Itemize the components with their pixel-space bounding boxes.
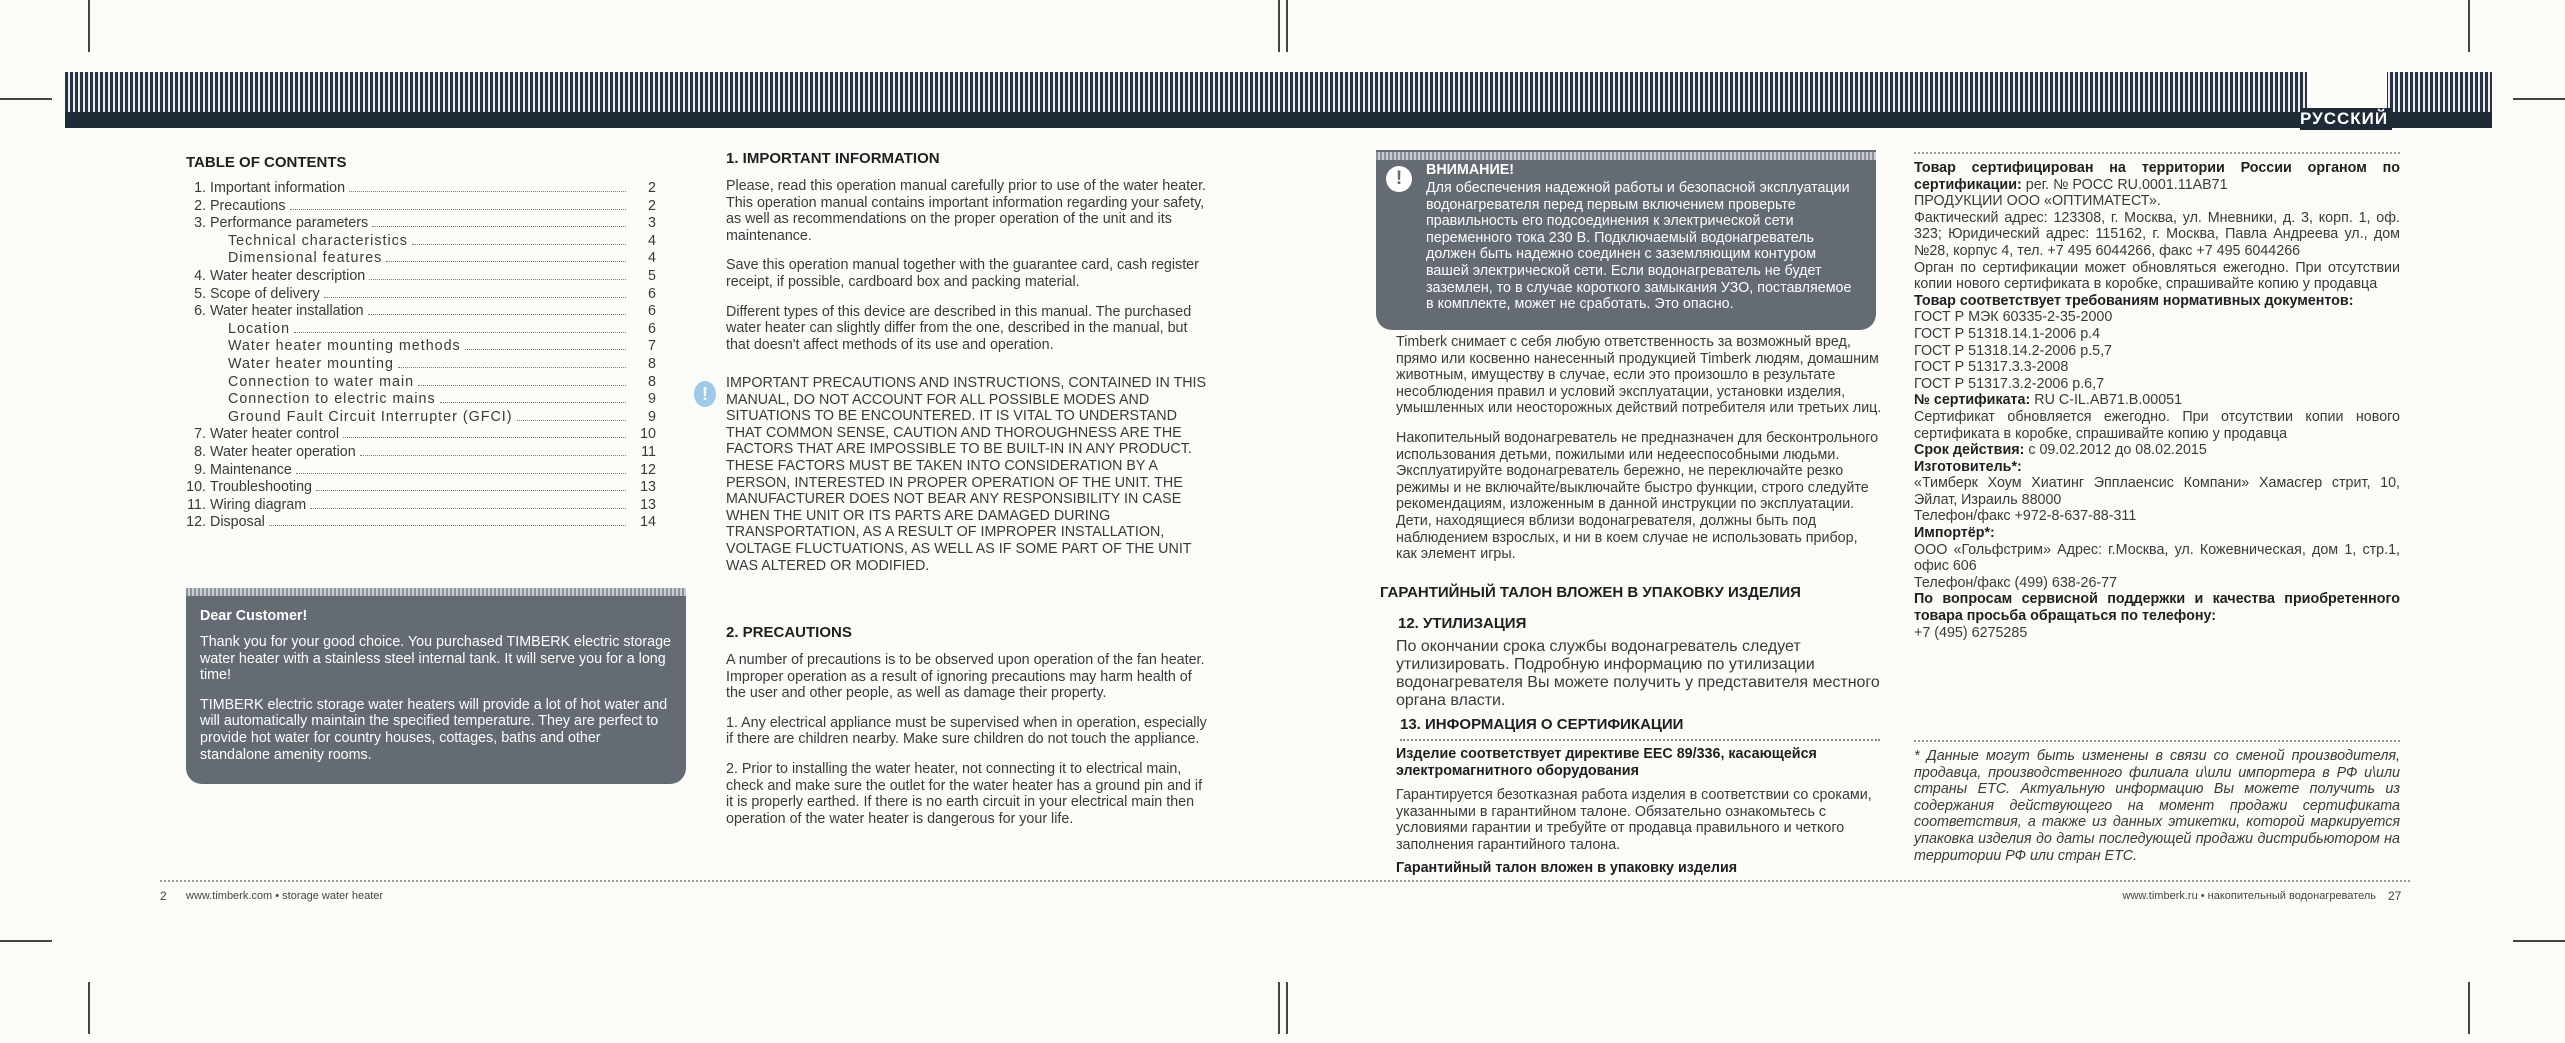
attention-text: Для обеспечения надежной работы и безопасной эксплуатации водонагревателя перед первым включением проверьте правильность его подсоединения к электрической сети переменного тока 230 В. Подключаемый водонагреватель должен быть надежно соединен с заземляющим контуром вашей электрической сети. Если водонагреватель не будет заземлен, то в случае короткого замыкания УЗО, поставляемое в комплекте, может не сработать. Это опасно. — [1426, 180, 1852, 313]
footnote: * Данные могут быть изменены в связи со сменой производителя, продавца, производственного филиала и\или импортера в РФ и\или страны ETC. Актуальную информацию Вы можете получить из содержания действующего на момент продажи сертификата соответствия, а также из данных этикетки, которой маркируется упаковка изделия до даты последующей продажи дистрибьютором на территории РФ или стран ETC. — [1914, 748, 2400, 864]
cert-value: RU C-IL.AB71.B.00051 — [2030, 392, 2183, 409]
toc-item-page: 2 — [648, 197, 656, 214]
toc-item-label: Disposal — [210, 514, 265, 531]
toc-item-page: 14 — [640, 514, 656, 531]
toc-item-label: Important information — [210, 180, 346, 196]
box-stripe — [1376, 152, 1876, 160]
toc-item — [186, 198, 656, 216]
crop-mark — [2513, 940, 2565, 942]
toc-item-label: Connection to electric mains — [228, 391, 436, 408]
toc-item — [186, 268, 656, 286]
crop-mark — [88, 982, 90, 1034]
page-number: 27 — [2388, 889, 2402, 903]
important-information-section — [726, 150, 1208, 366]
toc-item-number: 8. — [194, 443, 206, 460]
toc-item-label: Water heater mounting methods — [228, 338, 461, 355]
toc-item-number: 7. — [194, 426, 206, 443]
certification-info — [1914, 160, 2400, 641]
toc-leader-dots — [465, 349, 626, 350]
toc-item — [186, 409, 656, 427]
toc-leader-dots — [316, 490, 626, 491]
cert-line: ПРОДУКЦИИ ООО «ОПТИМАТЕСТ». — [1914, 193, 2161, 210]
toc-item-label: Water heater operation — [210, 443, 356, 460]
toc-leader-dots — [290, 209, 627, 210]
toc-item — [186, 356, 656, 374]
cert-label: Товар соответствует требованиям нормативных документов: — [1914, 292, 2354, 309]
crop-mark — [1286, 0, 1288, 52]
cert-directive: Изделие соответствует директиве ЕЕС 89/336, касающейся электромагнитного оборудования — [1396, 746, 1817, 779]
cert-line: Орган по сертификации может обновляться ежегодно. При отсутствии копии нового сертификата в коробке, спрашивайте копию у продавца — [1914, 259, 2400, 293]
certification-section — [1396, 746, 1882, 876]
toc-item — [186, 426, 656, 444]
footer-divider — [160, 880, 2410, 882]
toc-item-page: 13 — [640, 479, 656, 496]
toc-leader-dots — [343, 437, 626, 438]
toc-leader-dots — [269, 525, 626, 526]
section-heading: 1. IMPORTANT INFORMATION — [726, 150, 940, 167]
toc-item — [186, 374, 656, 392]
toc-item-label: Water heater description — [210, 267, 366, 284]
toc-leader-dots — [296, 473, 626, 474]
toc-item-number: 10. — [186, 479, 206, 496]
paragraph: Please, read this operation manual carefully prior to use of the water heater. This operation manual contains important information regarding your safety, as well as recommendations on the proper operation of the unit and its maintenance. — [726, 178, 1207, 244]
header-band-gap — [2307, 72, 2387, 112]
standard-line: ГОСТ Р 51318.14.2-2006 р.5,7 — [1914, 342, 2113, 359]
cert-label: № сертификата: — [1914, 392, 2031, 409]
toc-item-page: 13 — [640, 496, 656, 513]
toc-leader-dots — [324, 297, 626, 298]
attention-title: ВНИМАНИЕ! — [1426, 162, 1515, 178]
toc-item-page: 4 — [648, 250, 656, 267]
toc-item-label: Connection to water main — [228, 373, 415, 390]
divider — [1914, 740, 2400, 742]
toc-leader-dots — [310, 508, 626, 509]
cert-line: Телефон/факс (499) 638-26-77 — [1914, 574, 2118, 591]
toc-item — [186, 391, 656, 409]
divider — [1914, 152, 2400, 154]
cert-heading-block — [1400, 716, 1880, 741]
standard-line: ГОСТ Р 51317.3.3-2008 — [1914, 359, 2069, 376]
toc-item — [186, 303, 656, 321]
toc-item-number: 4. — [194, 267, 206, 284]
toc-item-page: 6 — [648, 303, 656, 320]
paragraph: 2. Prior to installing the water heater, not connecting it to electrical main, check and make sure the outlet for the water heater has a ground pin and if it is properly earthed. If there is no earth circuit in your electrical main then operation of the water heater is dangerous for your life. — [726, 760, 1203, 827]
cert-label: По вопросам сервисной поддержки и качества приобретенного товара просьба обращаться по телефону: — [1914, 591, 2400, 625]
toc-item-page: 7 — [648, 338, 656, 355]
guarantee-note: Гарантийный талон вложен в упаковку изделия — [1396, 859, 1738, 876]
header-band-base — [65, 112, 2492, 128]
toc-leader-dots — [398, 367, 626, 368]
toc-item-number: 9. — [194, 461, 206, 478]
cert-value: рег. № РОСС RU.0001.11АВ71 — [2021, 176, 2228, 193]
toc-item — [186, 286, 656, 304]
cert-label: Импортёр*: — [1914, 525, 1995, 542]
box-stripe — [186, 588, 686, 596]
paragraph: Накопительный водонагреватель не предназначен для бесконтрольного использования детьми, пожилыми или недееспособными людьми. Эксплуатируйте водонагреватель бережно, не переключайте резко режимы и не включайте/выключайте быстро функции, строго следуйте рекомендациям, изложенным в данной инструкции по эксплуатации. Дети, находящиеся вблизи водонагревателя, должны быть под наблюдением взрослых, и ни в коем случае не использовать прибор, как элемент игры. — [1396, 429, 1879, 563]
cert-line: ООО «Гольфстрим» Адрес: г.Москва, ул. Кожевническая, дом 1, стр.1, офис 606 — [1914, 541, 2400, 575]
crop-mark — [1286, 982, 1288, 1034]
toc-leader-dots — [372, 226, 626, 227]
cert-line: Телефон/факс +972-8-637-88-311 — [1914, 508, 2137, 525]
paragraph: Different types of this device are described in this manual. The purchased water heater can slightly differ from the one, described in the manual, but that doesn't affect methods of its use and operation. — [726, 303, 1192, 353]
toc-item — [186, 462, 656, 480]
toc-item-label: Water heater installation — [210, 303, 364, 320]
paragraph: Гарантируется безотказная работа изделия в соответствии со сроками, указанными в гарантийном талоне. Обязательно ознакомьтесь с условиями гарантии и требуйте от продавца правильного и четкого заполнения гарантийного талона. — [1396, 787, 1872, 853]
toc-item — [186, 497, 656, 515]
exclamation-icon: ! — [694, 381, 716, 407]
toc-item-number: 5. — [194, 285, 206, 302]
exclamation-icon: ! — [1386, 166, 1412, 192]
toc-item-page: 6 — [648, 285, 656, 302]
cert-value: с 09.02.2012 до 08.02.2015 — [2024, 442, 2207, 459]
toc-item — [186, 514, 656, 532]
crop-mark — [1278, 982, 1280, 1034]
toc-item — [186, 321, 656, 339]
toc-item-label: Maintenance — [210, 461, 292, 478]
attention-box — [1376, 150, 1876, 330]
toc-item-page: 4 — [648, 232, 656, 249]
cert-line: +7 (495) 6275285 — [1914, 624, 2028, 641]
toc-item-page: 8 — [648, 373, 656, 390]
cert-label: Изготовитель*: — [1914, 458, 2022, 475]
standard-line: ГОСТ Р 51317.3.2-2006 р.6,7 — [1914, 375, 2105, 392]
warning-text: IMPORTANT PRECAUTIONS AND INSTRUCTIONS, CONTAINED IN THIS MANUAL, DO NOT ACCOUNT FOR ALL POSSIBLE MODES AND SITUATIONS TO BE ENCOUNTERED. IT IS VITAL TO UNDERSTAND THAT COMMON SENSE, CAUTION AND THOROUGHNESS ARE THE FACTORS THAT ARE IMPOSSIBLE TO BE BUILT-IN IN ANY PRODUCT. THESE FACTORS MUST BE TAKEN INTO CONSIDERATION BY A PERSON, INTERESTED IN PROPER OPERATION OF THE UNIT. THE MANUFACTURER DOES NOT BEAR ANY RESPONSIBILITY IN CASE WHEN THE UNIT OR ITS PARTS ARE DAMAGED DURING TRANSPORTATION, AS A RESULT OF IMPROPER INSTALLATION, VOLTAGE FLUCTUATIONS, AS WELL AS IF SOME PART OF THE UNIT WAS ALTERED OR MODIFIED. — [726, 375, 1207, 574]
guarantee-note — [1380, 584, 1880, 643]
footer-text: www.timberk.ru • накопительный водонагреватель — [2122, 890, 2376, 902]
toc-item — [186, 338, 656, 356]
dear-customer-title: Dear Customer! — [200, 608, 308, 624]
page-number: 2 — [160, 889, 167, 903]
toc-item-label: Water heater control — [210, 426, 339, 443]
toc-item-page: 8 — [648, 355, 656, 372]
dear-customer-box — [186, 596, 686, 784]
toc-item-label: Ground Fault Circuit Interrupter (GFCI) — [228, 408, 513, 425]
section-heading: 12. УТИЛИЗАЦИЯ — [1398, 615, 1527, 632]
toc-item-page: 11 — [641, 443, 656, 460]
crop-mark — [0, 940, 52, 942]
toc-item-number: 2. — [194, 197, 206, 214]
precautions-section — [726, 624, 1208, 840]
toc-leader-dots — [369, 279, 626, 280]
toc-item-number: 12. — [186, 514, 206, 531]
toc-item-label: Scope of delivery — [210, 285, 320, 302]
crop-mark — [2468, 0, 2470, 52]
footer-text: www.timberk.com • storage water heater — [186, 890, 384, 902]
toc-item-number: 11. — [187, 496, 206, 513]
section-heading: 13. ИНФОРМАЦИЯ О СЕРТИФИКАЦИИ — [1400, 716, 1880, 741]
dear-customer-text: TIMBERK electric storage water heaters will provide a lot of hot water and will automatically maintain the specified temperature. They are perfect to provide hot water for country houses, cottages, baths and other standalone amenity rooms. — [200, 696, 668, 763]
toc-item-label: Precautions — [210, 197, 286, 214]
toc-item-page: 12 — [640, 461, 656, 478]
table-of-contents — [186, 180, 656, 532]
toc-item-label: Troubleshooting — [210, 479, 312, 496]
cert-line: Сертификат обновляется ежегодно. При отсутствии копии нового сертификата в коробке, спрашивайте копию у продавца — [1914, 408, 2400, 442]
language-label: РУССКИЙ — [2300, 108, 2392, 130]
toc-item — [186, 180, 656, 198]
russian-text-column — [1396, 334, 1882, 576]
standard-line: ГОСТ Р 51318.14.1-2006 р.4 — [1914, 325, 2101, 342]
utilization-text: По окончании срока службы водонагреватель следует утилизировать. Подробную информацию по утилизации водонагревателя Вы можете получить у представителя местного органа власти. — [1396, 638, 1880, 709]
toc-leader-dots — [386, 261, 626, 262]
toc-leader-dots — [517, 420, 627, 421]
toc-leader-dots — [360, 455, 626, 456]
toc-leader-dots — [412, 244, 626, 245]
toc-leader-dots — [368, 314, 626, 315]
section-heading: 2. PRECAUTIONS — [726, 624, 852, 641]
toc-item — [186, 215, 656, 233]
dear-customer-text: Thank you for your good choice. You purchased TIMBERK electric storage water heater with a stainless steel internal tank. It will serve you for a long time! — [200, 634, 672, 684]
toc-item-label: Water heater mounting — [228, 355, 394, 372]
toc-item-page: 3 — [648, 215, 656, 232]
toc-item-label: Performance parameters — [210, 215, 369, 232]
toc-item-number: 6. — [194, 303, 206, 320]
crop-mark — [88, 0, 90, 52]
toc-item-label: Location — [228, 320, 291, 337]
toc-item — [186, 444, 656, 462]
crop-mark — [2468, 982, 2470, 1034]
toc-item-number: 1. — [194, 180, 206, 196]
paragraph: Save this operation manual together with the guarantee card, cash register receipt, if possible, cardboard box and packing material. — [726, 257, 1199, 290]
standard-line: ГОСТ Р МЭК 60335-2-35-2000 — [1914, 309, 2113, 326]
toc-leader-dots — [294, 332, 626, 333]
toc-item-page: 10 — [640, 426, 656, 443]
toc-item-label: Dimensional features — [228, 250, 383, 267]
cert-line: Фактический адрес: 123308, г. Москва, ул. Мневники, д. 3, корп. 1, оф. 323; Юридический адрес: 115162, г. Москва, Павла Андреева ул., дом №28, корпус 4, тел. +7 495 6044266, факс +7 495 6044266 — [1914, 209, 2400, 259]
toc-title: TABLE OF CONTENTS — [186, 154, 347, 171]
paragraph: 1. Any electrical appliance must be supervised when in operation, especially if there are children nearby. Make sure children do not touch the appliance. — [726, 714, 1207, 748]
toc-leader-dots — [418, 385, 626, 386]
crop-mark — [1278, 0, 1280, 52]
crop-mark — [0, 98, 52, 100]
toc-item-label: Technical characteristics — [228, 232, 408, 249]
toc-item — [186, 233, 656, 251]
toc-item-number: 3. — [194, 215, 206, 232]
crop-mark — [2513, 98, 2565, 100]
toc-item — [186, 479, 656, 497]
cert-label: Срок действия: — [1914, 442, 2025, 459]
guarantee-heading: ГАРАНТИЙНЫЙ ТАЛОН ВЛОЖЕН В УПАКОВКУ ИЗДЕЛИЯ — [1380, 584, 1801, 601]
toc-item-page: 6 — [648, 320, 656, 337]
toc-item-page: 9 — [648, 408, 656, 425]
toc-leader-dots — [440, 402, 626, 403]
toc-item-page: 9 — [648, 391, 656, 408]
toc-item-page: 2 — [648, 180, 656, 196]
toc-item — [186, 250, 656, 268]
cert-label: Товар сертифицирован на территории России органом по сертификации: — [1914, 160, 2400, 193]
toc-leader-dots — [349, 191, 626, 192]
paragraph: A number of precautions is to be observed upon operation of the fan heater. Improper operation as a result of ignoring precautions may harm health of the user and other people, as well as damage their property. — [726, 652, 1205, 702]
toc-item-page: 5 — [648, 267, 656, 284]
toc-item-label: Wiring diagram — [210, 496, 307, 513]
paragraph: Timberk снимает с себя любую ответственность за возможный вред, прямо или косвенно нанесенный продукцией Timberk людям, домашним животным, имуществу в случае, если это произошло в результате несоблюдения правил и условий эксплуатации, установки изделия, умышленных или неосторожных действий потребителя или третьих лиц. — [1396, 334, 1882, 417]
cert-line: «Тимберк Хоум Хиатинг Эпплаенсис Компани» Хамасгер стрит, 10, Эйлат, Израиль 88000 — [1914, 475, 2400, 508]
